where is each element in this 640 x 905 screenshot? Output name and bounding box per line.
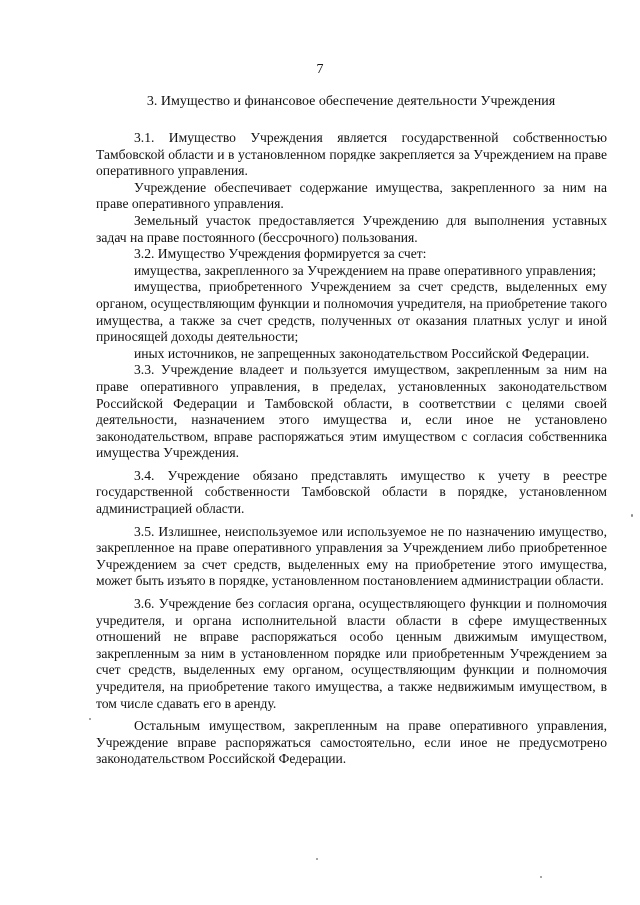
list-item-acquired-property: имущества, приобретенного Учреждением за счет средств, выделенных ему органом, осуществляющим функции и полномочия учредителя, на приобретение такого имущества, а также за счет средств, полученных от оказания платных услуг и иной приносящей доходы деятельности; <box>96 279 607 345</box>
page-number: 7 <box>316 62 324 77</box>
paragraph-3-4: 3.4. Учреждение обязано представлять имущество к учету в реестре государственной собственности Тамбовской области в порядке, установленном администрацией области. <box>96 467 607 517</box>
list-item-assigned-property: имущества, закрепленного за Учреждением на праве оперативного управления; <box>134 262 597 278</box>
paragraph-3-1: 3.1. Имущество Учреждения является государственной собственностью Тамбовской области и в установленном порядке закрепляется за Учреждением на праве оперативного управления. <box>96 130 607 179</box>
scan-speck <box>89 718 91 720</box>
paragraph-3-6: 3.6. Учреждение без согласия органа, осуществляющего функции и полномочия учредителя, и органа исполнительной власти области в сфере имущественных отношений не вправе распоряжаться особо ценным движимым имуществом, закрепленным за ним в установленном порядке или приобретенным Учреждением за счет средств, выделенных ему органом, осуществляющим функции и полномочия учредителя, на приобретение такого имущества, а также недвижимым имуществом, в том числе сдавать его в аренду. <box>96 596 607 711</box>
paragraph-3-2: 3.2. Имущество Учреждения формируется за счет: <box>134 246 427 262</box>
scan-speck <box>316 858 318 860</box>
document-body <box>96 130 607 768</box>
paragraph-3-5: 3.5. Излишнее, неиспользуемое или используемое не по назначению имущество, закрепленное на праве оперативного управления за Учреждением либо приобретенное Учреждением за счет средств, выделенных ему на приобретение этого имущества, может быть изъято в порядке, установленном постановлением администрации области. <box>96 523 607 589</box>
paragraph-3-3: 3.3. Учреждение владеет и пользуется имуществом, закрепленным за ним на праве оперативного управления, в пределах, установленных законодательством Российской Федерации и Тамбовской области, в соответствии с целями своей деятельности, назначением этого имущества и, если иное не установлено законодательством, вправе распоряжаться этим имуществом с согласия собственника имущества Учреждения. <box>96 362 607 461</box>
scan-speck <box>631 514 633 517</box>
list-item-other-sources: иных источников, не запрещенных законодательством Российской Федерации. <box>134 345 590 361</box>
paragraph-land-plot: Земельный участок предоставляется Учреждению для выполнения уставных задач на праве постоянного (бессрочного) пользования. <box>96 212 607 245</box>
paragraph-property-maintenance: Учреждение обеспечивает содержание имущества, закрепленного за ним на праве оперативного управления. <box>96 179 607 212</box>
section-heading: 3. Имущество и финансовое обеспечение деятельности Учреждения <box>146 94 556 109</box>
paragraph-other-property: Остальным имуществом, закрепленным на праве оперативного управления, Учреждение вправе распоряжаться самостоятельно, если иное не предусмотрено законодательством Российской Федерации. <box>96 718 607 767</box>
scan-speck <box>540 876 542 878</box>
